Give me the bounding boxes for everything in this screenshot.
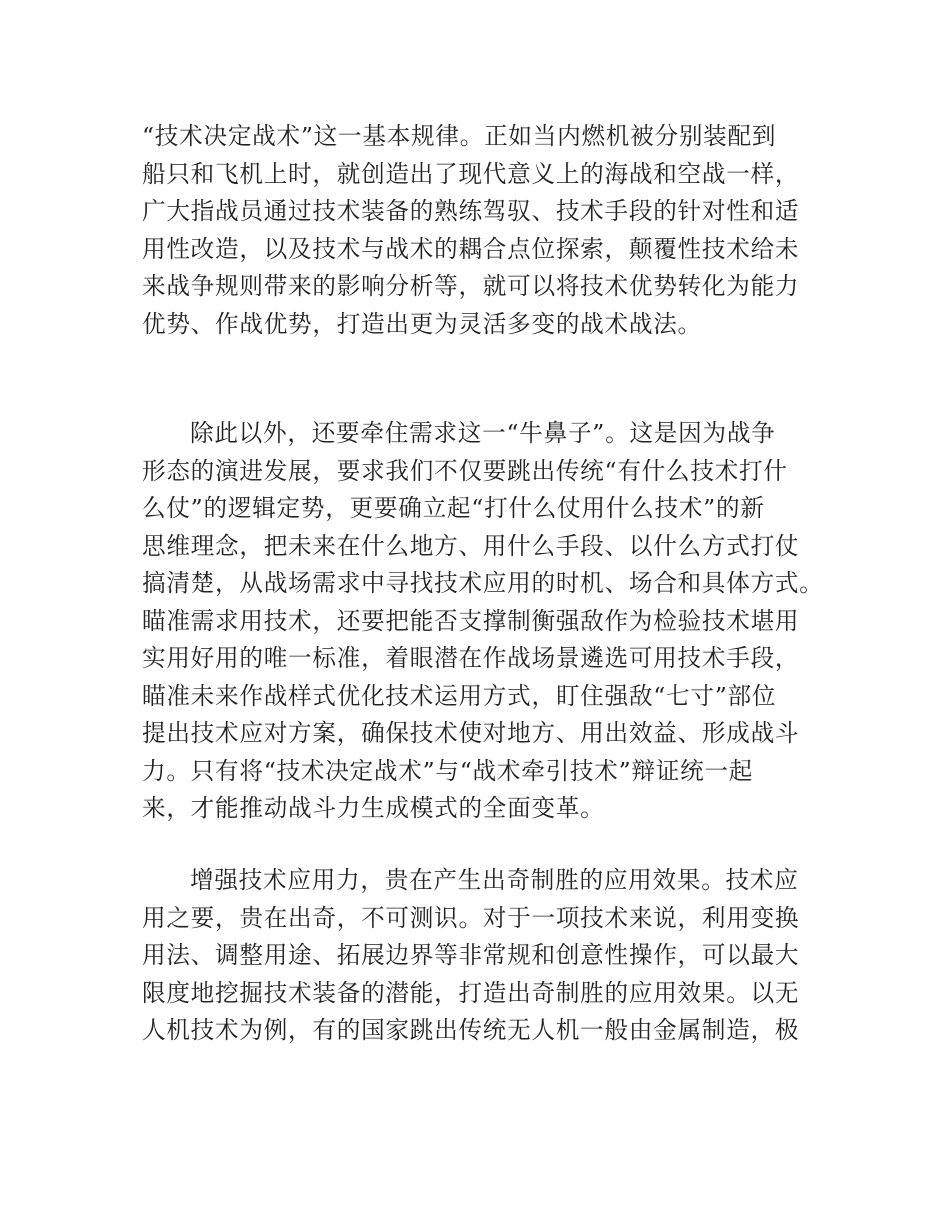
text-line: 船只和飞机上时，就创造出了现代意义上的海战和空战一样， xyxy=(142,159,800,188)
text-line: 来，才能推动战斗力生成模式的全面变革。 xyxy=(142,794,605,822)
text-line: 形态的演进发展，要求我们不仅要跳出传统“有什么技术打什 xyxy=(142,456,788,485)
text-line: 来战争规则带来的影响分析等，就可以将技术优势转化为能力 xyxy=(142,272,800,300)
text-line: 瞄准未来作战样式优化技术运用方式，盯住强敌“七寸”部位 xyxy=(142,681,777,710)
paragraph-3 xyxy=(142,862,814,1050)
text-line: 用法、调整用途、拓展边界等非常规和创意性操作，可以最大 xyxy=(142,941,800,969)
text-line: 限度地挖掘技术装备的潜能，打造出奇制胜的应用效果。以无 xyxy=(142,978,800,1007)
paragraph-1 xyxy=(142,118,814,343)
paragraph-2 xyxy=(142,415,824,828)
text-line: 用之要，贵在出奇，不可测识。对于一项技术来说，利用变换 xyxy=(142,903,800,932)
text-line: “技术决定战术”这一基本规律。正如当内燃机被分别装配到 xyxy=(142,122,777,150)
text-line: 除此以外，还要牵住需求这一“牛鼻子”。这是因为战争 xyxy=(190,419,776,447)
text-line: 用性改造，以及技术与战术的耦合点位探索，颠覆性技术给未 xyxy=(142,234,800,263)
text-line: 瞄准需求用技术，还要把能否支撑制衡强敌作为检验技术堪用 xyxy=(142,606,800,635)
text-line: 增强技术应用力，贵在产生出奇制胜的应用效果。技术应 xyxy=(190,866,799,894)
text-line: 么仗”的逻辑定势，更要确立起“打什么仗用什么技术”的新 xyxy=(142,494,765,522)
text-line: 人机技术为例，有的国家跳出传统无人机一般由金属制造，极 xyxy=(142,1016,800,1044)
text-line: 优势、作战优势，打造出更为灵活多变的战术战法。 xyxy=(142,309,702,338)
text-line: 力。只有将“技术决定战术”与“战术牵引技术”辩证统一起 xyxy=(142,756,754,785)
text-line: 思维理念，把未来在什么地方、用什么手段、以什么方式打仗 xyxy=(142,531,800,560)
text-line: 广大指战员通过技术装备的熟练驾驭、技术手段的针对性和适 xyxy=(142,197,800,225)
text-line: 搞清楚，从战场需求中寻找技术应用的时机、场合和具体方式。 xyxy=(142,569,824,597)
text-line: 实用好用的唯一标准，着眼潜在作战场景遴选可用技术手段， xyxy=(142,644,800,672)
text-line: 提出技术应对方案，确保技术使对地方、用出效益、形成战斗 xyxy=(142,719,800,747)
